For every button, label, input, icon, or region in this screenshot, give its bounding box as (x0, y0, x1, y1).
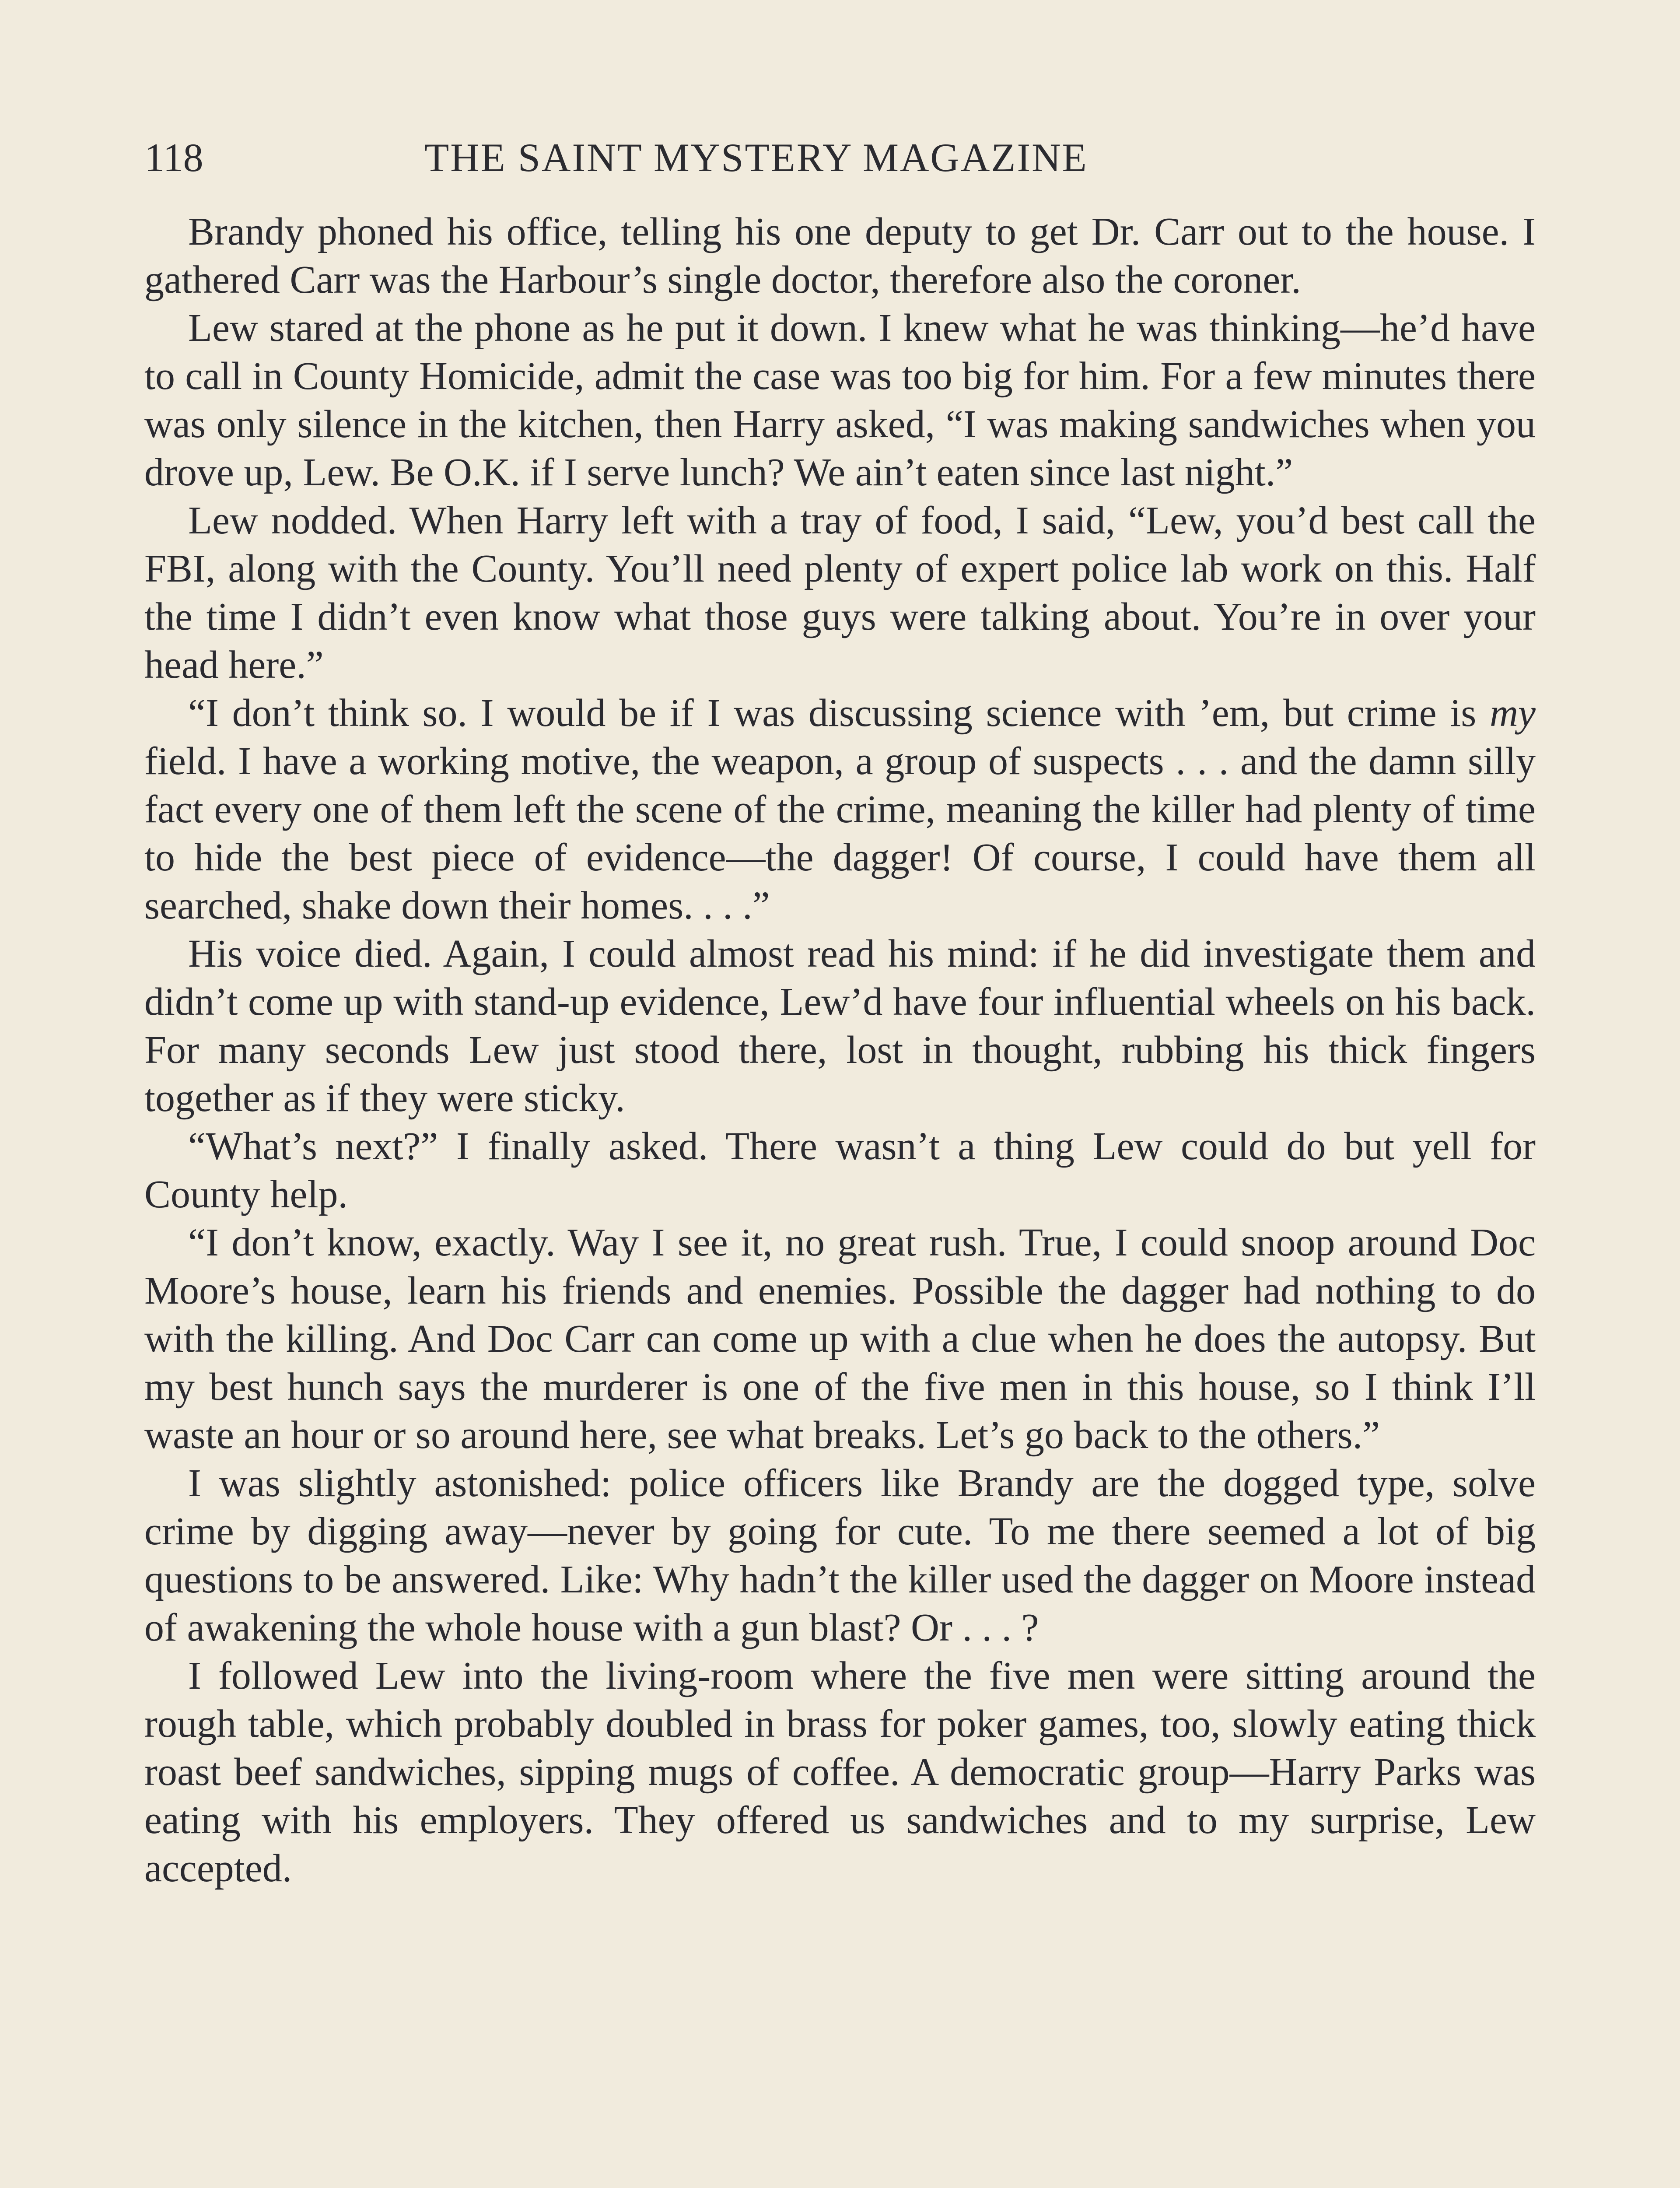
paragraph: “What’s next?” I finally asked. There wasn’t a thing Lew could do but yell for County help. (144, 1125, 1536, 1216)
page-number: 118 (144, 135, 203, 180)
emphasized-word: my (1490, 691, 1536, 735)
body-text (144, 208, 1536, 1893)
paragraph-text: field. I have a working motive, the weapon, a group of suspects . . . and the damn silly fact every one of them left the scene of the crime, meaning the killer had plenty of time to hide the best piece of evidence—the dagger! Of course, I could have them all searched, shake down their homes. . . .” (144, 740, 1536, 927)
running-head (144, 131, 1536, 184)
paragraph: Brandy phoned his office, telling his one deputy to get Dr. Carr out to the house. I gathered Carr was the Harbour’s single doctor, therefore also the coroner. (144, 210, 1536, 302)
paragraph: Lew nodded. When Harry left with a tray of food, I said, “Lew, you’d best call the FBI, along with the County. You’ll need plenty of expert police lab work on this. Half the time I didn’t even know what those guys were talking about. You’re in over your head here.” (144, 499, 1536, 687)
paragraph: Lew stared at the phone as he put it down. I knew what he was thinking—he’d have to call in County Homicide, admit the case was too big for him. For a few minutes there was only silence in the kitchen, then Harry asked, “I was making sandwiches when you drove up, Lew. Be O.K. if I serve lunch? We ain’t eaten since last night.” (144, 306, 1536, 494)
magazine-title: THE SAINT MYSTERY MAGAZINE (424, 135, 1088, 180)
paragraph-text: “I don’t think so. I would be if I was discussing science with ’em, but crime is (188, 691, 1490, 735)
paragraph: His voice died. Again, I could almost read his mind: if he did investigate them and didn’t come up with stand-up evidence, Lew’d have four influential wheels on his back. For many seconds Lew just stood there, lost in thought, rubbing his thick fingers together as if they were sticky. (144, 932, 1536, 1120)
paragraph: I was slightly astonished: police officers like Brandy are the dogged type, solve crime by digging away—never by going for cute. To me there seemed a lot of big questions to be answered. Like: Why hadn’t the killer used the dagger on Moore instead of awakening the whole house with a gun blast? Or . . . ? (144, 1462, 1536, 1649)
paragraph (144, 689, 1536, 930)
paragraph: I followed Lew into the living-room where the five men were sitting around the rough table, which probably doubled in brass for poker games, too, slowly eating thick roast beef sandwiches, sipping mugs of coffee. A democratic group—Harry Parks was eating with his employers. They offered us sandwiches and to my surprise, Lew accepted. (144, 1654, 1536, 1890)
paragraph: “I don’t know, exactly. Way I see it, no great rush. True, I could snoop around Doc Moore’s house, learn his friends and enemies. Possible the dagger had nothing to do with the killing. And Doc Carr can come up with a clue when he does the autopsy. But my best hunch says the murderer is one of the five men in this house, so I think I’ll waste an hour or so around here, see what breaks. Let’s go back to the others.” (144, 1221, 1536, 1457)
